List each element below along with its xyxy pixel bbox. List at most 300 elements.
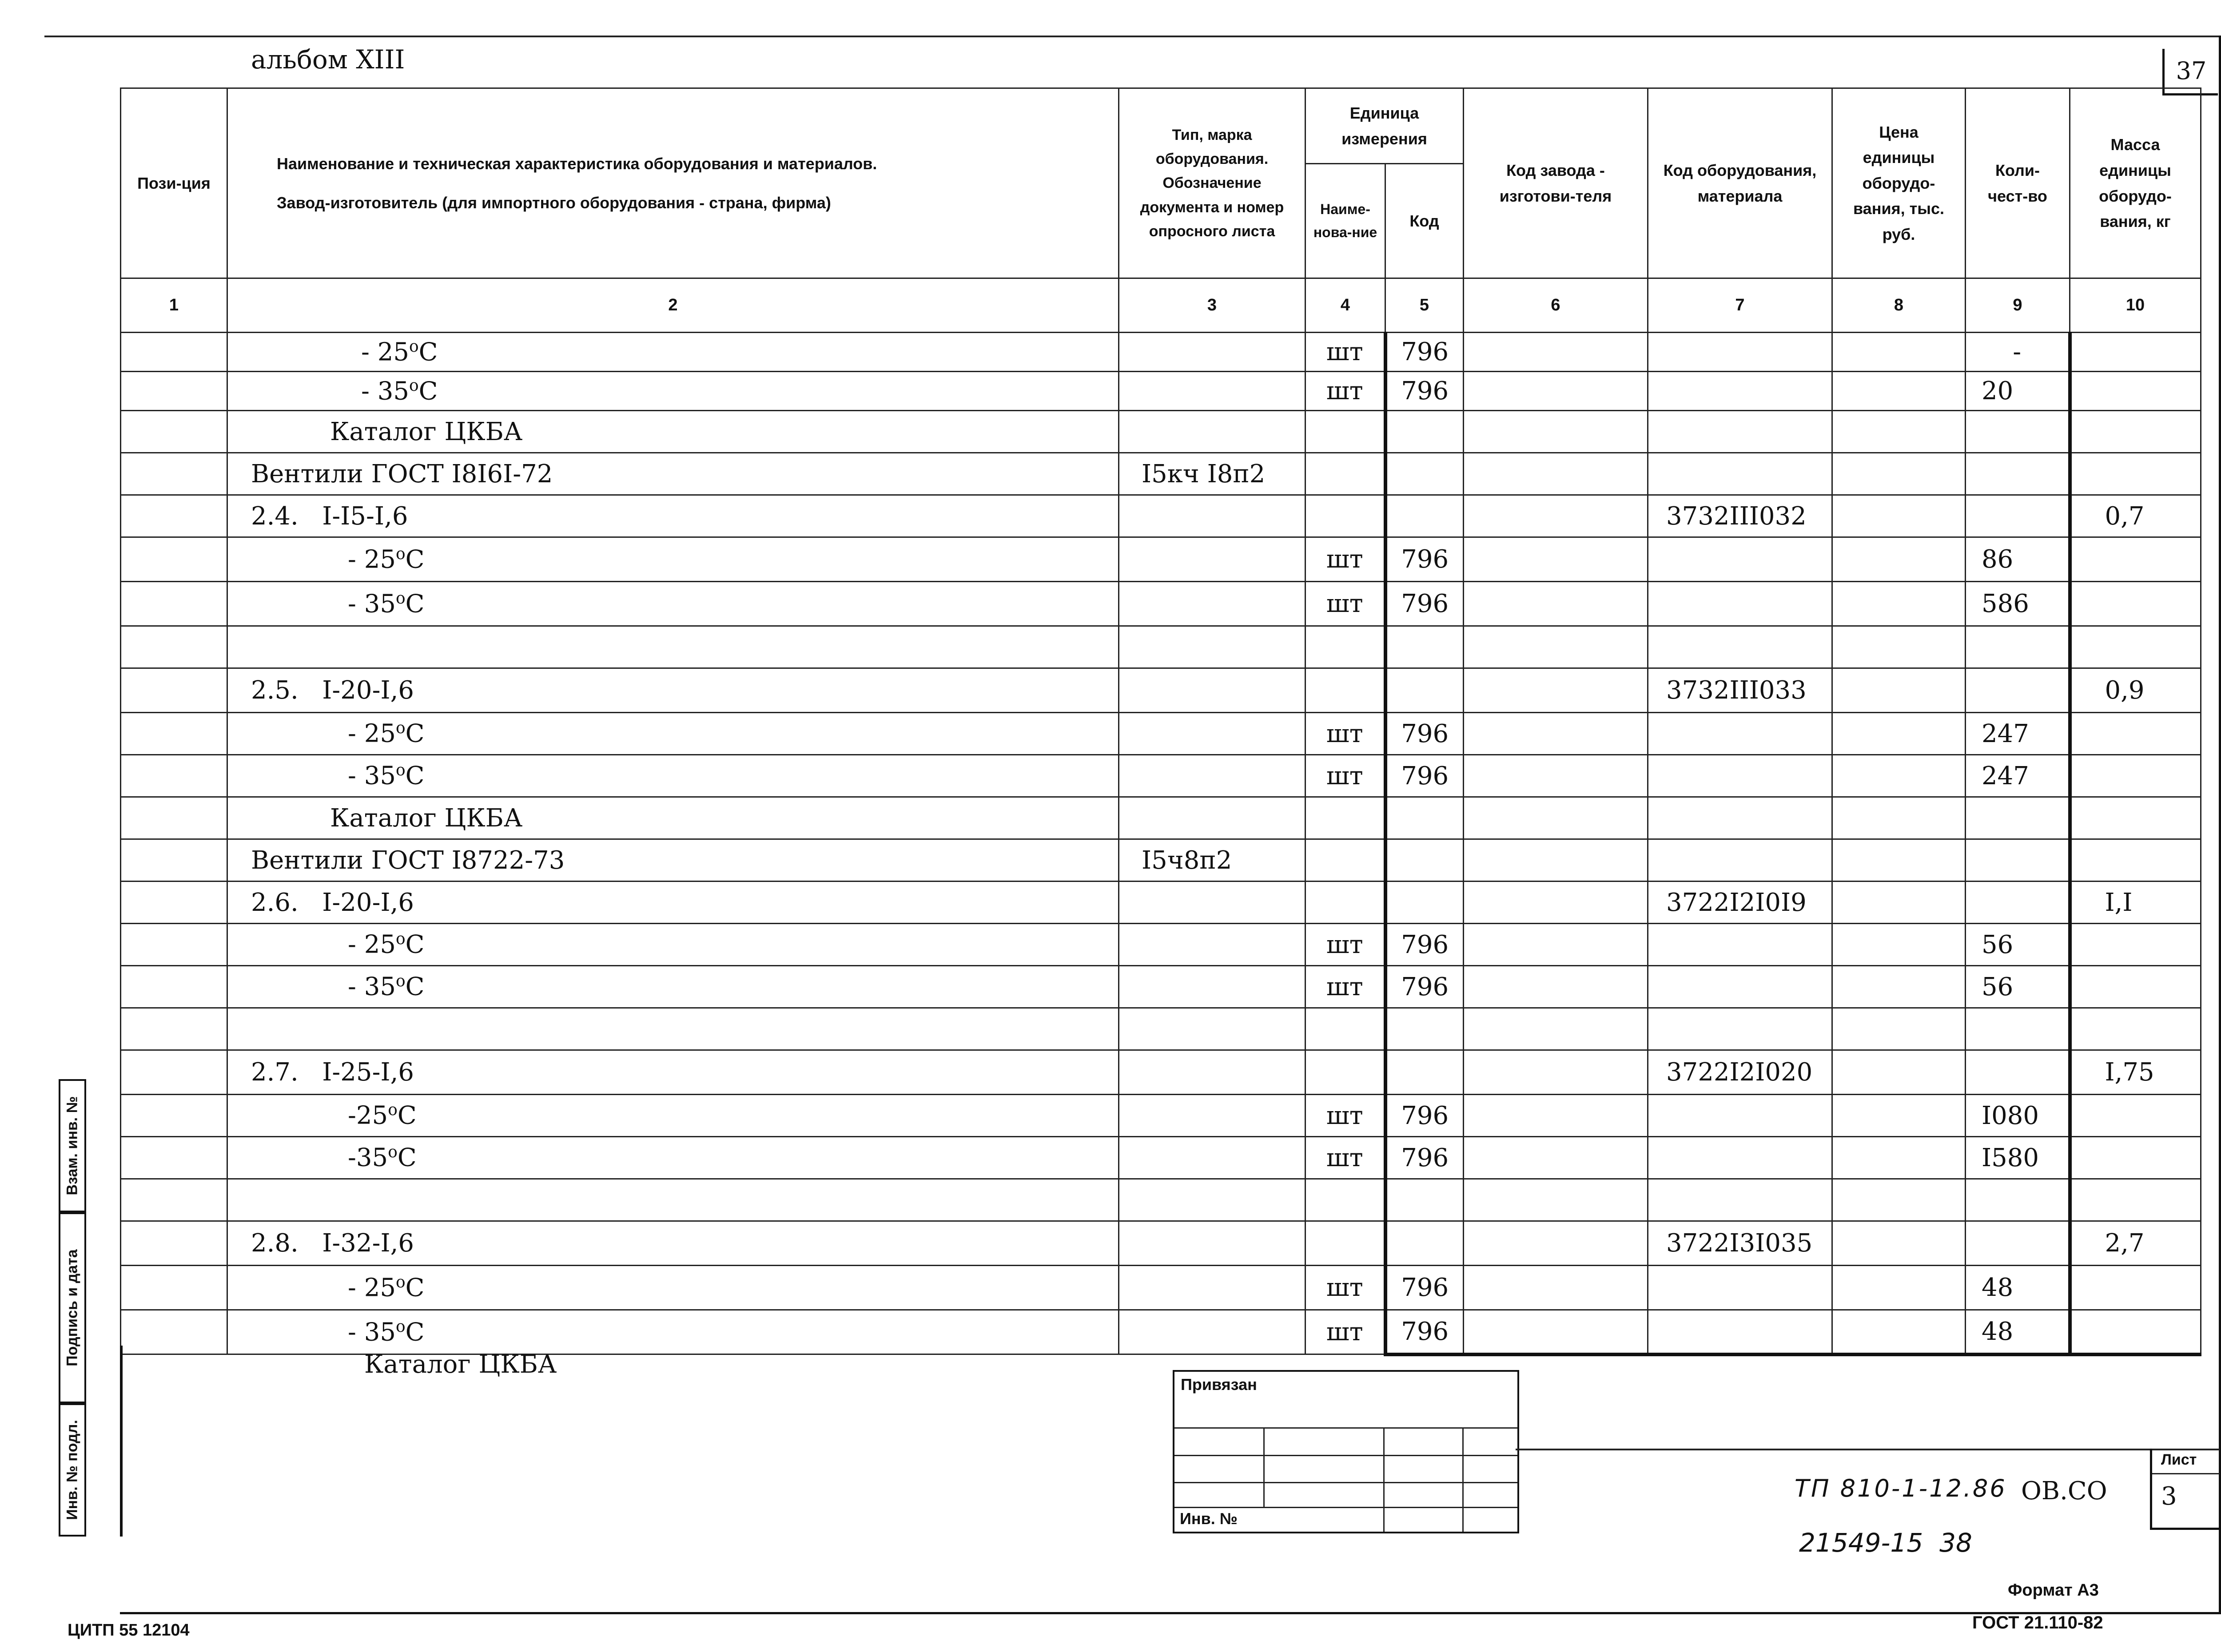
table-row	[121, 411, 2201, 453]
cell-name-text: - 35	[348, 761, 396, 790]
cell-factory-code	[1464, 372, 1648, 411]
table-row	[121, 1221, 2201, 1266]
cell-type	[1119, 372, 1306, 411]
header-factory-code: Код завода - изготови-теля	[1464, 88, 1648, 278]
cell-quantity	[1966, 1050, 2070, 1095]
cell-type	[1119, 882, 1306, 924]
stamp-vline-2	[1383, 1427, 1385, 1532]
table-row	[121, 966, 2201, 1008]
cell-quantity: I580	[1966, 1137, 2070, 1179]
cell-name-text: -25	[348, 1101, 388, 1130]
cell-mass	[2070, 1266, 2201, 1310]
table-row	[121, 453, 2201, 495]
cell-position	[121, 372, 227, 411]
cell-name-text: - 35	[348, 1318, 396, 1347]
cell-name	[227, 1050, 1119, 1095]
cell-equipment-code	[1648, 453, 1832, 495]
cell-name	[227, 453, 1119, 495]
cell-mass	[2070, 411, 2201, 453]
cell-factory-code	[1464, 582, 1648, 626]
handwritten-number: 21549-15 38	[1799, 1528, 1972, 1558]
cell-quantity: 20	[1966, 372, 2070, 411]
header-mass: Масса единицы оборудо-вания, кг	[2070, 88, 2201, 278]
degree-sign: o	[395, 719, 406, 738]
cell-factory-code	[1464, 1050, 1648, 1095]
table-row	[121, 333, 2201, 372]
table-row	[121, 882, 2201, 924]
album-label: альбом XIII	[251, 44, 405, 75]
cell-quantity	[1966, 1179, 2070, 1221]
cell-unit-code: 796	[1385, 1137, 1464, 1179]
table-row	[121, 1266, 2201, 1310]
cell-name-text: - 35	[348, 972, 396, 1001]
cell-quantity: 48	[1966, 1310, 2070, 1354]
cell-name	[227, 1008, 1119, 1050]
cell-equipment-code: 3722I2I020	[1648, 1050, 1832, 1095]
cell-position	[121, 755, 227, 797]
header-name-line1: Наименование и техническая характеристика оборудования и материалов.	[277, 154, 877, 173]
degree-unit: C	[405, 1318, 425, 1347]
doc-code: ТП 810-1-12.86	[1795, 1474, 2007, 1502]
cell-factory-code	[1464, 495, 1648, 537]
tsitp-label: ЦИТП 55 12104	[68, 1621, 190, 1640]
cell-equipment-code	[1648, 537, 1832, 582]
format-label: Формат А3	[2008, 1581, 2099, 1600]
cell-type: I5кч I8п2	[1119, 453, 1306, 495]
cell-type	[1119, 797, 1306, 839]
cell-unit-code: 796	[1385, 333, 1464, 372]
cell-factory-code	[1464, 839, 1648, 882]
cell-name-text: - 25	[348, 719, 396, 748]
cell-unit-name	[1306, 1221, 1385, 1266]
column-number: 9	[1966, 278, 2070, 333]
cell-unit-code: 796	[1385, 1095, 1464, 1137]
cell-equipment-code	[1648, 966, 1832, 1008]
cell-equipment-code	[1648, 372, 1832, 411]
cell-type	[1119, 1050, 1306, 1095]
cell-unit-name	[1306, 797, 1385, 839]
cell-position	[121, 333, 227, 372]
degree-unit: C	[405, 545, 425, 574]
cell-type	[1119, 713, 1306, 755]
cell-name	[227, 924, 1119, 966]
cell-price	[1832, 668, 1966, 713]
cell-mass	[2070, 1008, 2201, 1050]
cell-position	[121, 1221, 227, 1266]
cell-type	[1119, 1221, 1306, 1266]
cell-name	[227, 839, 1119, 882]
sheet-label: Лист	[2161, 1451, 2197, 1468]
cell-mass: 0,7	[2070, 495, 2201, 537]
cell-mass	[2070, 582, 2201, 626]
cell-position	[121, 495, 227, 537]
cell-price	[1832, 372, 1966, 411]
cell-position	[121, 453, 227, 495]
cell-factory-code	[1464, 333, 1648, 372]
degree-sign: o	[395, 930, 406, 949]
cell-name	[227, 668, 1119, 713]
cell-unit-code	[1385, 882, 1464, 924]
title-block-line	[1516, 1449, 2220, 1450]
degree-sign: o	[409, 376, 419, 395]
table-row	[121, 713, 2201, 755]
sheet-box	[2150, 1449, 2220, 1530]
cell-factory-code	[1464, 966, 1648, 1008]
cell-price	[1832, 713, 1966, 755]
side-label-vzam: Взам. инв. №	[64, 1096, 81, 1195]
side-label-podpis: Подпись и дата	[64, 1249, 81, 1366]
degree-sign: o	[388, 1143, 398, 1162]
cell-position	[121, 537, 227, 582]
stamp-line-3	[1174, 1482, 1517, 1483]
table-row	[121, 924, 2201, 966]
cell-name	[227, 1095, 1119, 1137]
cell-unit-name: шт	[1306, 582, 1385, 626]
cell-unit-name: шт	[1306, 1137, 1385, 1179]
cell-mass: I,75	[2070, 1050, 2201, 1095]
cell-equipment-code	[1648, 1179, 1832, 1221]
cell-mass	[2070, 839, 2201, 882]
column-number: 10	[2070, 278, 2201, 333]
cell-mass	[2070, 1179, 2201, 1221]
cell-factory-code	[1464, 537, 1648, 582]
cell-name-text: Вентили ГОСТ I8722-73	[251, 846, 565, 875]
cell-type	[1119, 924, 1306, 966]
cell-equipment-code	[1648, 797, 1832, 839]
cell-factory-code	[1464, 1179, 1648, 1221]
cell-mass	[2070, 1137, 2201, 1179]
cell-name	[227, 333, 1119, 372]
cell-unit-code	[1385, 1050, 1464, 1095]
cell-equipment-code	[1648, 1008, 1832, 1050]
column-number: 7	[1648, 278, 1832, 333]
cell-unit-name: шт	[1306, 333, 1385, 372]
cell-name	[227, 713, 1119, 755]
side-box-inv	[59, 1403, 86, 1537]
cell-type	[1119, 626, 1306, 668]
cell-mass	[2070, 626, 2201, 668]
cell-quantity	[1966, 1221, 2070, 1266]
cell-price	[1832, 755, 1966, 797]
cell-mass	[2070, 333, 2201, 372]
cell-equipment-code: 3732III032	[1648, 495, 1832, 537]
cell-mass: 2,7	[2070, 1221, 2201, 1266]
cell-unit-name	[1306, 1179, 1385, 1221]
cell-name	[227, 1179, 1119, 1221]
table-row	[121, 582, 2201, 626]
cell-type	[1119, 495, 1306, 537]
cell-type	[1119, 1137, 1306, 1179]
column-number: 4	[1306, 278, 1385, 333]
cell-price	[1832, 582, 1966, 626]
cell-unit-code: 796	[1385, 966, 1464, 1008]
column-number: 5	[1385, 278, 1464, 333]
cell-unit-code: 796	[1385, 1310, 1464, 1354]
cell-unit-code	[1385, 1008, 1464, 1050]
cell-mass	[2070, 755, 2201, 797]
cell-name	[227, 882, 1119, 924]
cell-name	[227, 1137, 1119, 1179]
cell-name-text: 2.8. I-32-I,6	[251, 1229, 414, 1258]
cell-quantity: -	[1966, 333, 2070, 372]
header-quantity: Коли-чест-во	[1966, 88, 2070, 278]
cell-unit-name: шт	[1306, 1095, 1385, 1137]
cell-mass: 0,9	[2070, 668, 2201, 713]
cell-factory-code	[1464, 882, 1648, 924]
cell-mass	[2070, 1310, 2201, 1354]
cell-quantity: I080	[1966, 1095, 2070, 1137]
cell-name-text: -35	[348, 1143, 388, 1172]
cell-price	[1832, 1179, 1966, 1221]
cell-unit-code	[1385, 626, 1464, 668]
cell-quantity: 56	[1966, 966, 2070, 1008]
cell-unit-name: шт	[1306, 537, 1385, 582]
cell-name-text: - 35	[348, 589, 396, 619]
cell-position	[121, 668, 227, 713]
cell-unit-code: 796	[1385, 582, 1464, 626]
table-row	[121, 1137, 2201, 1179]
table-row	[121, 1310, 2201, 1354]
cell-price	[1832, 839, 1966, 882]
degree-unit: C	[405, 972, 425, 1001]
header-position: Пози-ция	[121, 88, 227, 278]
cell-position	[121, 966, 227, 1008]
cell-equipment-code	[1648, 1310, 1832, 1354]
cell-equipment-code	[1648, 333, 1832, 372]
cell-equipment-code: 3722I2I0I9	[1648, 882, 1832, 924]
cell-mass	[2070, 453, 2201, 495]
cell-name-text: 2.6. I-20-I,6	[251, 888, 414, 917]
cell-equipment-code	[1648, 924, 1832, 966]
table-row	[121, 372, 2201, 411]
cell-factory-code	[1464, 453, 1648, 495]
table-row	[121, 755, 2201, 797]
cell-equipment-code	[1648, 839, 1832, 882]
cell-equipment-code: 3732III033	[1648, 668, 1832, 713]
cell-factory-code	[1464, 924, 1648, 966]
bottom-border	[120, 1612, 2221, 1614]
degree-sign: o	[395, 589, 406, 608]
cell-unit-name	[1306, 411, 1385, 453]
side-label-inv: Инв. № подл.	[64, 1420, 81, 1520]
cell-name-text: Каталог ЦКБА	[330, 803, 523, 833]
cell-equipment-code	[1648, 713, 1832, 755]
gost-label: ГОСТ 21.110-82	[1972, 1613, 2103, 1632]
column-number: 2	[227, 278, 1119, 333]
cell-unit-code: 796	[1385, 1266, 1464, 1310]
cell-mass	[2070, 924, 2201, 966]
cell-type	[1119, 1310, 1306, 1354]
cell-unit-name	[1306, 453, 1385, 495]
cell-name	[227, 626, 1119, 668]
stamp-line-4	[1174, 1507, 1517, 1508]
cell-factory-code	[1464, 797, 1648, 839]
cell-unit-name	[1306, 626, 1385, 668]
cell-quantity	[1966, 453, 2070, 495]
cell-name	[227, 582, 1119, 626]
cell-equipment-code	[1648, 1137, 1832, 1179]
cell-name-text: 2.4. I-I5-I,6	[251, 501, 408, 531]
header-unit-code: Код	[1385, 164, 1464, 278]
cell-unit-code: 796	[1385, 755, 1464, 797]
header-equipment-code: Код оборудования, материала	[1648, 88, 1832, 278]
cell-equipment-code	[1648, 1095, 1832, 1137]
cell-name-text: 2.7. I-25-I,6	[251, 1058, 414, 1087]
cell-position	[121, 1179, 227, 1221]
cell-type	[1119, 582, 1306, 626]
cell-price	[1832, 537, 1966, 582]
table-row	[121, 1008, 2201, 1050]
cell-price	[1832, 966, 1966, 1008]
column-number: 1	[121, 278, 227, 333]
cell-unit-name	[1306, 495, 1385, 537]
page-number: 37	[2162, 49, 2218, 95]
cell-type	[1119, 1008, 1306, 1050]
cell-price	[1832, 882, 1966, 924]
footer-catalog: Каталог ЦКБА	[364, 1350, 557, 1379]
cell-name	[227, 966, 1119, 1008]
cell-quantity	[1966, 1008, 2070, 1050]
cell-name	[227, 372, 1119, 411]
cell-price	[1832, 626, 1966, 668]
header-type: Тип, марка оборудования. Обозначение документа и номер опросного листа	[1119, 88, 1306, 278]
cell-unit-code	[1385, 411, 1464, 453]
specification-table	[120, 87, 2201, 1356]
cell-name-text: Каталог ЦКБА	[330, 417, 523, 446]
cell-unit-code	[1385, 495, 1464, 537]
cell-quantity	[1966, 626, 2070, 668]
cell-mass	[2070, 1095, 2201, 1137]
cell-type	[1119, 411, 1306, 453]
cell-position	[121, 1050, 227, 1095]
degree-unit: C	[405, 1273, 425, 1303]
cell-name-text: - 25	[348, 1273, 396, 1303]
cell-factory-code	[1464, 713, 1648, 755]
cell-name	[227, 495, 1119, 537]
cell-type	[1119, 537, 1306, 582]
cell-equipment-code: 3722I3I035	[1648, 1221, 1832, 1266]
header-price: Цена единицы оборудо-вания, тыс. руб.	[1832, 88, 1966, 278]
cell-type	[1119, 668, 1306, 713]
degree-sign: o	[409, 337, 419, 356]
table-row	[121, 1179, 2201, 1221]
table-row	[121, 668, 2201, 713]
column-number: 8	[1832, 278, 1966, 333]
cell-price	[1832, 1137, 1966, 1179]
header-unit-name: Наиме-нова-ние	[1306, 164, 1385, 278]
degree-sign: o	[388, 1101, 398, 1120]
side-box-podpis	[59, 1212, 86, 1403]
cell-unit-code: 796	[1385, 713, 1464, 755]
cell-factory-code	[1464, 755, 1648, 797]
cell-mass	[2070, 966, 2201, 1008]
table-row	[121, 1095, 2201, 1137]
right-border	[2219, 36, 2221, 1614]
cell-quantity: 586	[1966, 582, 2070, 626]
cell-unit-name: шт	[1306, 924, 1385, 966]
degree-unit: C	[405, 930, 425, 959]
cell-mass	[2070, 372, 2201, 411]
cell-type	[1119, 966, 1306, 1008]
cell-type: I5ч8п2	[1119, 839, 1306, 882]
stamp-vline-3	[1462, 1427, 1464, 1532]
cell-price	[1832, 1310, 1966, 1354]
cell-name	[227, 1221, 1119, 1266]
cell-unit-code	[1385, 1179, 1464, 1221]
cell-factory-code	[1464, 1310, 1648, 1354]
table-row	[121, 626, 2201, 668]
cell-name-text: - 25	[361, 338, 409, 367]
side-box-vzam	[59, 1079, 86, 1212]
cell-quantity: 247	[1966, 755, 2070, 797]
cell-equipment-code	[1648, 411, 1832, 453]
cell-factory-code	[1464, 1137, 1648, 1179]
stamp-line-1	[1174, 1427, 1517, 1429]
header-name	[227, 88, 1119, 278]
cell-unit-code: 796	[1385, 537, 1464, 582]
cell-unit-name	[1306, 1008, 1385, 1050]
cell-price	[1832, 1095, 1966, 1137]
cell-unit-name	[1306, 839, 1385, 882]
cell-position	[121, 1095, 227, 1137]
cell-unit-code	[1385, 453, 1464, 495]
side-divider	[120, 1346, 123, 1537]
degree-unit: C	[418, 377, 438, 406]
cell-position	[121, 582, 227, 626]
cell-name	[227, 411, 1119, 453]
cell-position	[121, 626, 227, 668]
cell-quantity	[1966, 411, 2070, 453]
cell-price	[1832, 495, 1966, 537]
cell-unit-name: шт	[1306, 966, 1385, 1008]
cell-unit-code	[1385, 797, 1464, 839]
cell-unit-name	[1306, 882, 1385, 924]
degree-sign: o	[395, 544, 406, 563]
cell-unit-code	[1385, 1221, 1464, 1266]
cell-price	[1832, 1266, 1966, 1310]
cell-factory-code	[1464, 1221, 1648, 1266]
header-name-line2: Завод-изготовитель (для импортного оборудования - страна, фирма)	[277, 193, 831, 212]
cell-unit-name: шт	[1306, 1310, 1385, 1354]
stamp-line-2	[1174, 1455, 1517, 1456]
degree-unit: C	[397, 1143, 417, 1172]
cell-unit-name	[1306, 668, 1385, 713]
cell-equipment-code	[1648, 755, 1832, 797]
cell-price	[1832, 924, 1966, 966]
cell-unit-name: шт	[1306, 1266, 1385, 1310]
cell-position	[121, 797, 227, 839]
cell-position	[121, 839, 227, 882]
table-row	[121, 1050, 2201, 1095]
cell-type	[1119, 1095, 1306, 1137]
cell-position	[121, 713, 227, 755]
cell-quantity: 56	[1966, 924, 2070, 966]
sheet-number: 3	[2161, 1482, 2177, 1511]
header-unit: Единица измерения	[1306, 88, 1464, 164]
cell-type	[1119, 1266, 1306, 1310]
degree-unit: C	[405, 719, 425, 748]
degree-unit: C	[405, 589, 425, 619]
degree-sign: o	[395, 972, 406, 991]
cell-equipment-code	[1648, 1266, 1832, 1310]
cell-quantity: 86	[1966, 537, 2070, 582]
cell-quantity	[1966, 839, 2070, 882]
cell-mass	[2070, 797, 2201, 839]
cell-factory-code	[1464, 411, 1648, 453]
degree-unit: C	[418, 338, 438, 367]
cell-quantity: 247	[1966, 713, 2070, 755]
cell-position	[121, 1137, 227, 1179]
